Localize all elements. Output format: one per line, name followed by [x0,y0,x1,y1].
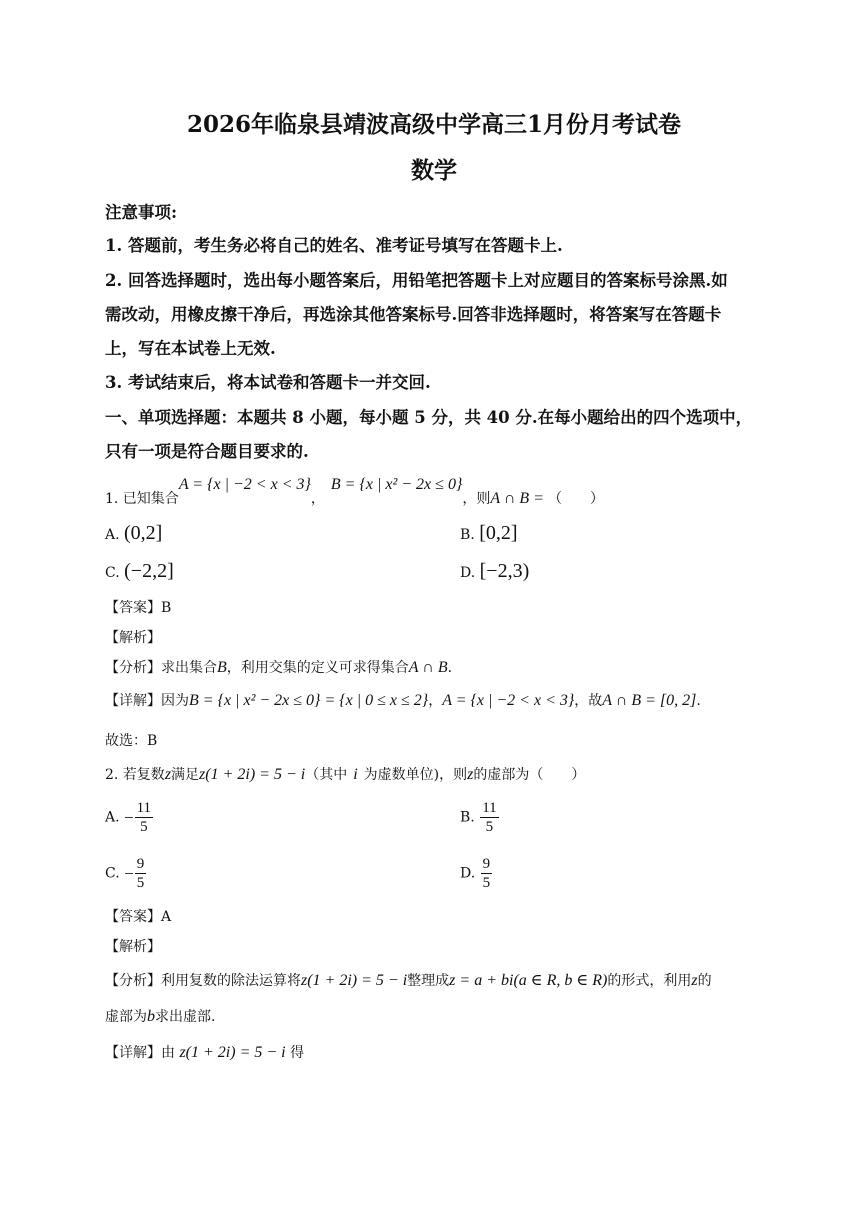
exam-title: 2026年临泉县靖波高级中学高三1月份月考试卷 [186,111,682,138]
answer-paren: （ ） [547,491,604,507]
q2-option-c [105,855,146,892]
q2-fenxi-line-2 [105,1006,215,1026]
var-z: z [164,766,172,783]
denominator: 5 [136,875,145,891]
q1-jiexi: 【解析】 [105,630,161,646]
numerator: 11 [136,800,152,816]
fenxi-math: z(1 + 2i) = 5 − i [301,972,408,989]
stem-text: （其中 [305,767,348,783]
detail-math: B = {x | x² − 2x ≤ 0} = {x | 0 ≤ x ≤ 2} [189,692,429,709]
question-1-ask: ，则 [462,491,491,507]
fenxi-text: ，利用交集的定义可求得集合 [226,660,409,676]
option-letter: B. [460,527,475,543]
q1-select: 故选：B [105,733,158,749]
option-fraction [135,799,153,836]
notice-item-1: 1. 答题前，考生务必将自己的姓名、准考证号填写在答题卡上. [105,236,563,255]
q1-detail [105,690,701,710]
fenxi-text: 的形式，利用 [607,973,692,989]
fenxi-math: A ∩ B [408,659,448,676]
detail-label: 【详解】 [105,1045,161,1061]
q2-fenxi-line-1 [105,970,712,990]
option-value: [−2,3) [479,560,530,582]
question-2-stem [105,764,585,784]
fenxi-text: 整理成 [407,973,450,989]
numerator: 11 [482,800,497,816]
numerator: 9 [482,856,491,872]
detail-text: 由 [161,1045,175,1061]
q1-fenxi [105,657,452,677]
q1-option-a [105,522,162,545]
q1-answer: 【答案】B [105,600,172,616]
set-b-formula: B = {x | x² − 2x ≤ 0} [330,476,463,493]
option-fraction [135,855,147,892]
numerator: 9 [136,856,145,872]
option-fraction [480,799,498,836]
option-letter: D. [460,565,476,581]
q2-option-b [460,799,499,836]
complex-equation: z(1 + 2i) = 5 − i [199,766,306,783]
detail-text: . [696,693,701,709]
question-1-prefix: 1. 已知集合 [105,491,179,507]
option-letter: C. [105,865,120,882]
stem-text: 的虚部为（ ） [473,767,586,783]
option-letter: A. [105,809,120,826]
q2-detail [105,1042,304,1062]
option-letter: A. [105,527,120,543]
notice-item-2-line-1: 2. 回答选择题时，选出每小题答案后，用铅笔把答题卡上对应题目的答案标号涂黑.如 [105,271,728,290]
var-z: z [467,766,474,783]
detail-math: z(1 + 2i) = 5 − i [179,1044,286,1061]
option-value: [0,2] [479,522,518,544]
fenxi-text: 求出集合 [161,660,217,676]
option-letter: C. [105,565,120,581]
option-sign: − [124,863,134,883]
q2-option-a [105,799,153,836]
denominator: 5 [485,819,494,835]
fenxi-math: B [217,659,227,676]
question-1-stem [105,476,604,507]
stem-text: 为虚数单位)，则 [363,767,468,783]
detail-text: 因为 [161,693,189,709]
fenxi-label: 【分析】 [105,660,161,676]
option-letter: D. [460,865,476,882]
question-2-prefix: 2. 若复数 [105,767,165,783]
set-a-formula: A = {x | −2 < x < 3} [178,476,311,493]
option-value: (−2,2] [124,560,174,582]
notice-item-3: 3. 考试结束后，将本试卷和答题卡一并交回. [105,373,431,392]
fenxi-text: 利用复数的除法运算将 [161,973,301,989]
separator: ， [310,491,325,507]
q1-option-c [105,560,174,583]
fenxi-math: z = a + bi(a ∈ R, b ∈ R) [449,972,608,989]
q1-option-d [460,560,529,583]
detail-text: 得 [290,1045,305,1061]
denominator: 5 [140,819,148,835]
option-letter: B. [460,809,475,826]
option-sign: − [124,807,134,827]
subject-title: 数学 [411,157,457,184]
q2-option-d [460,855,492,892]
notice-item-2-line-3: 上，写在本试卷上无效. [105,339,276,358]
var-i: i [353,766,358,783]
section-heading-line-1: 一、单项选择题：本题共 8 小题，每小题 5 分，共 40 分.在每小题给出的四个选项中， [105,408,753,427]
q1-option-b [460,522,518,545]
detail-math: A ∩ B = [0, 2] [602,692,697,709]
section-heading-line-2: 只有一项是符合题目要求的. [105,442,309,461]
q2-answer: 【答案】A [105,909,172,925]
fenxi-math: b [147,1008,155,1025]
detail-text: ， [428,693,443,709]
notice-heading: 注意事项: [105,203,178,222]
fenxi-text: 求出虚部. [155,1009,216,1025]
fenxi-math: z [691,972,698,989]
detail-math: A = {x | −2 < x < 3} [442,692,575,709]
option-fraction [481,855,493,892]
option-value: (0,2] [124,522,163,544]
fenxi-label: 【分析】 [105,973,161,989]
stem-text: 满足 [171,767,200,783]
intersection-expr: A ∩ B = [490,490,544,507]
fenxi-text: 的 [697,973,712,989]
detail-text: ，故 [574,693,603,709]
fenxi-text: 虚部为 [105,1009,147,1025]
notice-item-2-line-2: 需改动，用橡皮擦干净后，再选涂其他答案标号.回答非选择题时，将答案写在答题卡 [105,305,722,324]
detail-label: 【详解】 [105,693,161,709]
q2-jiexi: 【解析】 [105,939,161,955]
denominator: 5 [482,875,491,891]
fenxi-text: . [447,660,453,676]
